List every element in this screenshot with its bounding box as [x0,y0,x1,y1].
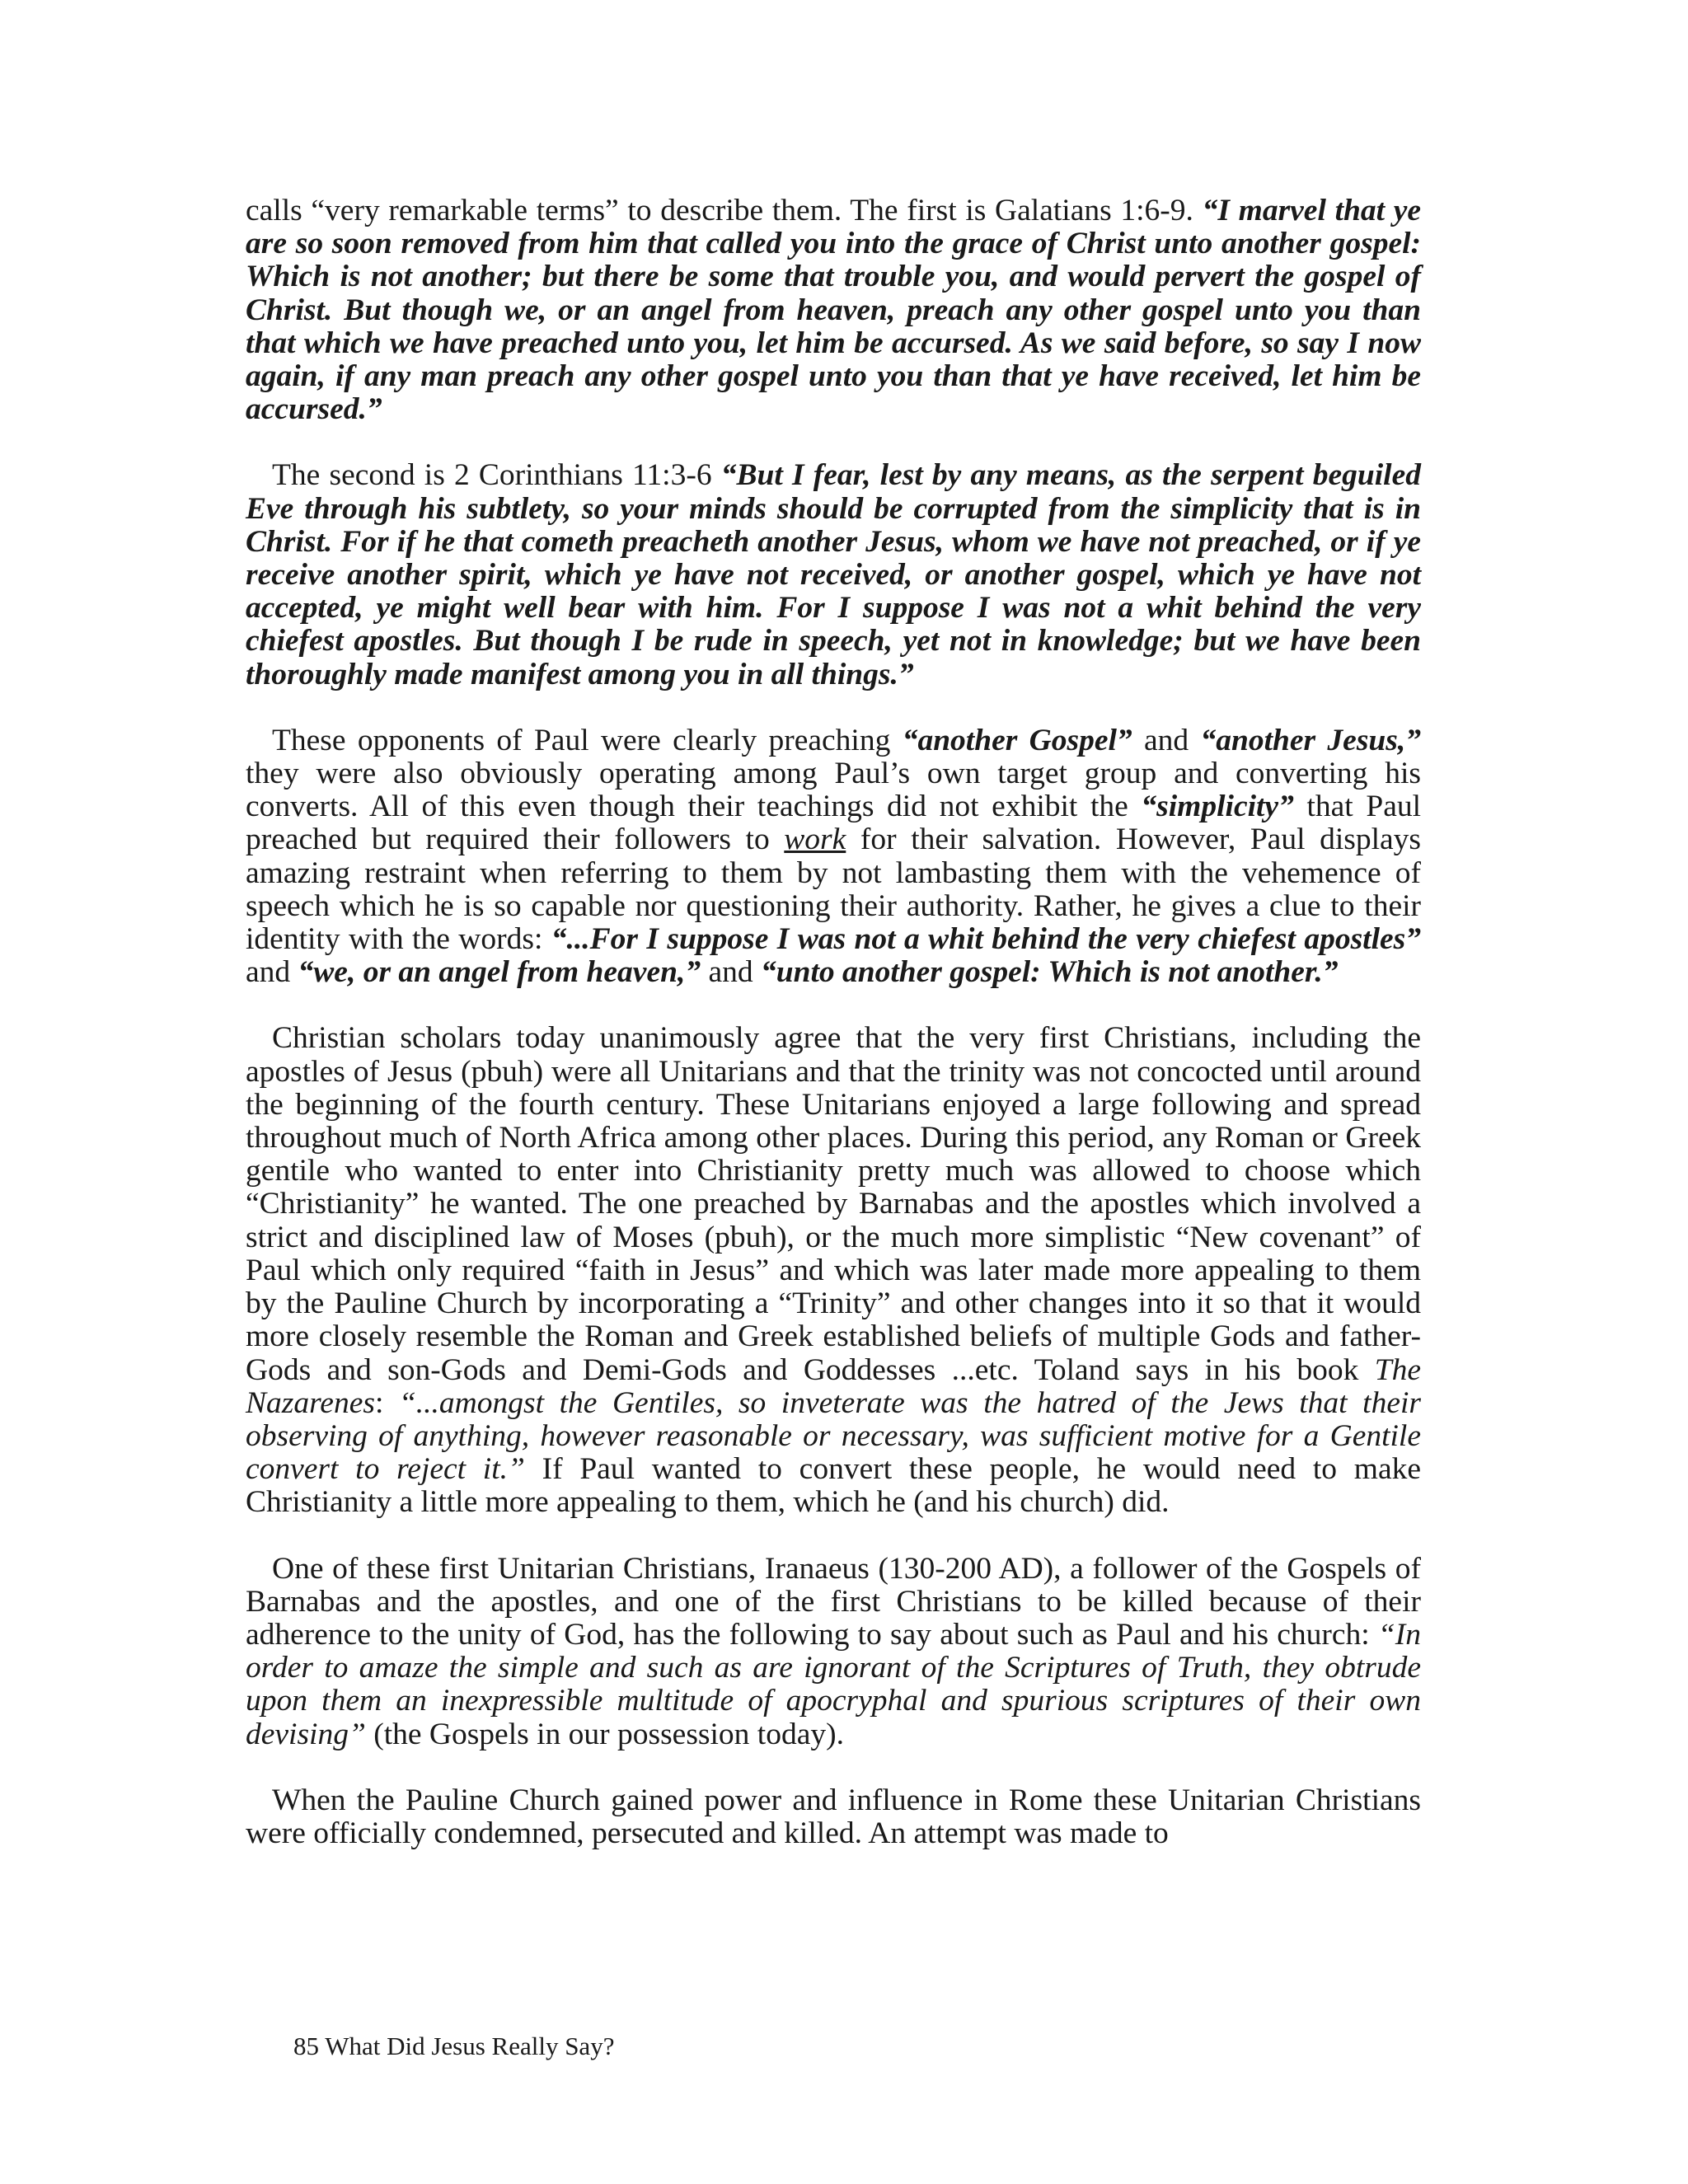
opponents-text-6: and [246,955,298,990]
page-body [246,194,1421,1883]
book-title-nazarenes: The Nazarenes [246,1352,1421,1420]
iranaeus-quote: “In order to amaze the simple and such as are ignorant of the Scriptures of Truth, they obtrude upon them an inexpressible multitude of apocryphal and spurious scriptures of their own devising” [246,1617,1421,1751]
paragraph-corinthians [246,459,1421,691]
opponents-text-3: they were also obviously operating among Paul’s own target group and converting his converts. All of this even though their teachings did not exhibit the [246,757,1421,824]
iranaeus-text-1: One of these first Unitarian Christians, Iranaeus (130-200 AD), a follower of the Gospels of Barnabas and the apostles, and one of the first Christians to be killed because of their adherence to the unity of God, has the following to say about such as Paul and his church: [246,1551,1421,1652]
opponents-text-2: and [1132,723,1201,757]
unitarians-text-3: If Paul wanted to convert these people, he would need to make Christianity a little more appealing to them, which he (and his church) did. [246,1452,1421,1520]
opponents-text-1: These opponents of Paul were clearly preaching [272,723,903,757]
corinthians-intro: The second is 2 Corinthians 11:3-6 [272,458,721,493]
toland-quote: “...amongst the Gentiles, so inveterate was the hatred of the Jews that their observing of anything, however reasonable or necessary, was sufficient motive for a Gentile convert to reject it.” [246,1385,1421,1487]
iranaeus-text-2: (the Gospels in our possession today). [365,1717,844,1751]
quote-simplicity: “simplicity” [1141,790,1294,824]
quote-another-gospel: “another Gospel” [902,723,1132,757]
underlined-work: work [784,823,846,857]
opponents-text-4: that Paul preached but required their followers to [246,790,1422,857]
opponents-text-5: for their salvation. However, Paul displays amazing restraint when referring to them by not lambasting them with the vehemence of speech which he is so capable nor questioning their authority. Rather, he gives a clue to their identity with the words: [246,823,1422,957]
pauline-church-text: When the Pauline Church gained power and influence in Rome these Unitarian Christians were officially condemned, persecuted and killed. An attempt was made to [246,1783,1421,1850]
page-footer: 85 What Did Jesus Really Say? [293,2032,615,2060]
quote-another-jesus: “another Jesus,” [1200,723,1421,757]
galatians-quote: “I marvel that ye are so soon removed from him that called you into the grace of Christ unto another gospel: Which is not another; but there be some that trouble you, and would pervert the gospel of Christ. But though we, or an angel from heaven, preach any other gospel unto you than that which we have preached unto you, let him be accursed. As we said before, so say I now again, if any man preach any other gospel unto you than that ye have received, let him be accursed.” [246,194,1421,427]
quote-unto-another-gospel: “unto another gospel: Which is not another.” [760,955,1339,990]
quote-chiefest-apostles: “...For I suppose I was not a whit behind the very chiefest apostles” [551,922,1421,957]
paragraph-pauline-church [246,1784,1421,1850]
unitarians-text-1: Christian scholars today unanimously agree that the very first Christians, including the apostles of Jesus (pbuh) were all Unitarians and that the trinity was not concocted until around the beginning of the fourth century. These Unitarians enjoyed a large following and spread throughout much of North Africa among other places. During this period, any Roman or Greek gentile who wanted to enter into Christianity pretty much was allowed to choose which “Christianity” he wanted. The one preached by Barnabas and the apostles which involved a strict and disciplined law of Moses (pbuh), or the much more simplistic “New covenant” of Paul which only required “faith in Jesus” and which was later made more appealing to them by the Pauline Church by incorporating a “Trinity” and other changes into it so that it would more closely resemble the Roman and Greek established beliefs of multiple Gods and father-Gods and son-Gods and Demi-Gods and Goddesses ...etc. Toland says in his book [246,1021,1421,1387]
galatians-intro: calls “very remarkable terms” to describe them. The first is Galatians 1:6-9. [246,194,1203,227]
paragraph-iranaeus [246,1553,1421,1751]
paragraph-galatians [246,194,1421,426]
unitarians-text-2: : [374,1385,399,1420]
paragraph-opponents [246,724,1421,990]
opponents-text-7: and [701,955,761,990]
quote-angel-from-heaven: “we, or an angel from heaven,” [298,955,701,990]
corinthians-quote: “But I fear, lest by any means, as the serpent beguiled Eve through his subtlety, so your minds should be corrupted from the simplicity that is in Christ. For if he that cometh preacheth another Jesus, whom we have not preached, or if ye receive another spirit, which ye have not received, or another gospel, which ye have not accepted, ye might well bear with him. For I suppose I was not a whit behind the very chiefest apostles. But though I be rude in speech, yet not in knowledge; but we have been thoroughly made manifest among you in all things.” [246,458,1421,691]
paragraph-unitarians [246,1022,1421,1519]
